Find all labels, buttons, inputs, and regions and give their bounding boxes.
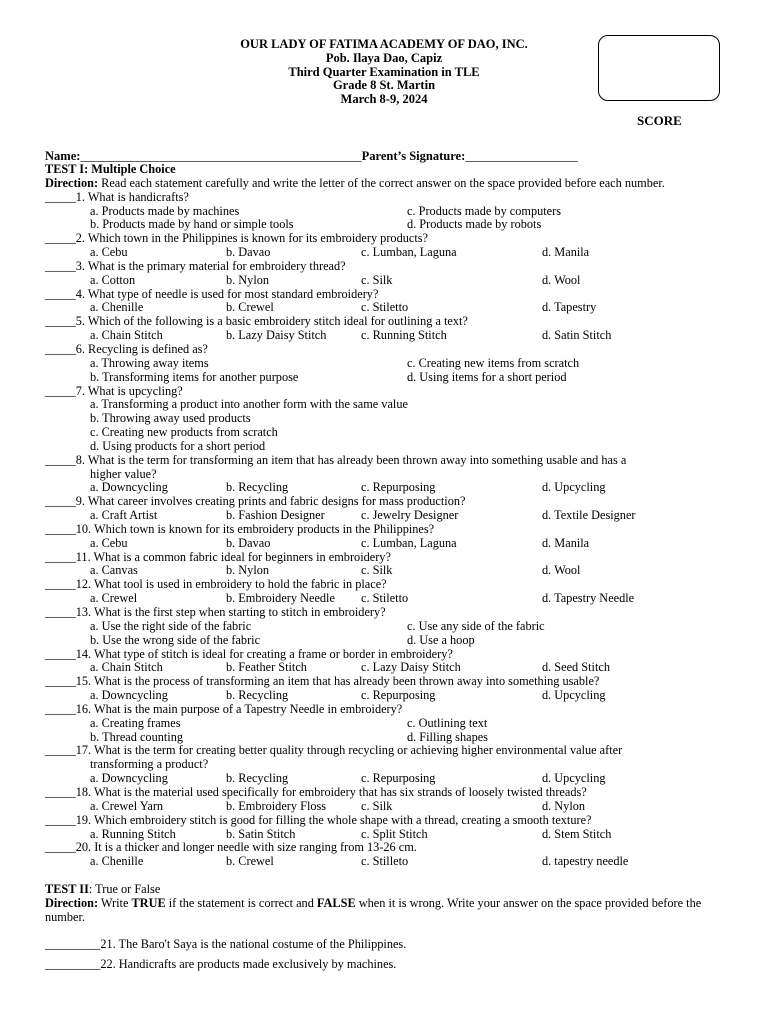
option-row <box>45 205 705 219</box>
option-row <box>45 800 705 814</box>
answer-option: b. Embroidery Needle <box>226 591 335 606</box>
answer-option: a. Crewel <box>90 591 138 606</box>
option-row <box>45 564 705 578</box>
option-row <box>45 855 705 869</box>
answer-option: d. Satin Stitch <box>542 328 612 343</box>
answer-option: a. Craft Artist <box>90 508 158 523</box>
option-row <box>45 371 705 385</box>
answer-option: b. Crewel <box>226 854 274 869</box>
answer-option: c. Silk <box>361 272 393 287</box>
answer-option: b. Feather Stitch <box>226 660 307 675</box>
option-row <box>45 772 705 786</box>
answer-option: c. Repurposing <box>361 688 436 703</box>
question-stem[interactable]: _____2. Which town in the Philippines is known for its embroidery products? <box>45 231 428 246</box>
option-row <box>45 828 705 842</box>
answer-option: b. Nylon <box>226 272 270 287</box>
answer-option: d. tapestry needle <box>542 854 629 869</box>
answer-option: a. Throwing away items <box>90 355 209 370</box>
option-row <box>45 481 705 495</box>
answer-option: a. Running Stitch <box>90 826 176 841</box>
question-stem[interactable]: _____12. What tool is used in embroidery to hold the fabric in place? <box>45 577 387 592</box>
answer-option: a. Cebu <box>90 245 128 260</box>
answer-option: b. Crewel <box>226 300 274 315</box>
option-row <box>45 509 705 523</box>
question-stem[interactable]: _____16. What is the main purpose of a Tapestry Needle in embroidery? <box>45 701 403 716</box>
answer-option: c. Split Stitch <box>361 826 428 841</box>
answer-option: c. Lumban, Laguna <box>361 245 457 260</box>
score-box[interactable] <box>598 35 720 101</box>
answer-option: d. Upcycling <box>542 480 606 495</box>
exam-content <box>45 163 705 972</box>
question-stem[interactable]: _____9. What career involves creating prints and fabric designs for mass production? <box>45 494 466 509</box>
option-row <box>45 689 705 703</box>
answer-option: d. Products made by robots <box>407 217 542 232</box>
answer-option: b. Fashion Designer <box>226 508 325 523</box>
answer-option: d. Use a hoop <box>407 632 475 647</box>
question-stem[interactable]: _____20. It is a thicker and longer needle with size ranging from 13-26 cm. <box>45 840 417 855</box>
answer-option: a. Chenille <box>90 854 144 869</box>
answer-option: a. Cebu <box>90 535 128 550</box>
option-row <box>45 274 705 288</box>
answer-option: c. Stilleto <box>361 854 409 869</box>
option-row <box>45 218 705 232</box>
answer-option: a. Transforming a product into another form with the same value <box>90 397 408 412</box>
answer-option: c. Jewelry Designer <box>361 508 459 523</box>
answer-option: c. Lazy Daisy Stitch <box>361 660 461 675</box>
question-stem[interactable]: _____11. What is a common fabric ideal for beginners in embroidery? <box>45 549 391 564</box>
answer-option: a. Cotton <box>90 272 136 287</box>
question-stem[interactable]: _____14. What type of stitch is ideal for creating a frame or border in embroidery? <box>45 646 453 661</box>
tf-item[interactable]: _________22. Handicrafts are products made exclusively by machines. <box>45 957 397 972</box>
answer-option: d. Using products for a short period <box>90 438 266 453</box>
option-row <box>45 620 705 634</box>
answer-option: c. Silk <box>361 798 393 813</box>
question-stem-continued: higher value? <box>90 466 157 481</box>
question-stem[interactable]: _____7. What is upcycling? <box>45 383 183 398</box>
question-stem[interactable]: _____3. What is the primary material for embroidery thread? <box>45 258 346 273</box>
option-row <box>45 717 705 731</box>
question-stem[interactable]: _____5. Which of the following is a basic embroidery stitch ideal for outlining a text? <box>45 314 468 329</box>
answer-option: a. Chain Stitch <box>90 660 163 675</box>
answer-option: d. Using items for a short period <box>407 369 567 384</box>
answer-option: d. Textile Designer <box>542 508 636 523</box>
answer-option: c. Stiletto <box>361 591 409 606</box>
question-stem[interactable]: _____1. What is handicrafts? <box>45 189 189 204</box>
question-stem[interactable]: _____17. What is the term for creating better quality through recycling or achieving higher environmental value after <box>45 743 623 758</box>
option-row <box>45 634 705 648</box>
answer-option: a. Canvas <box>90 563 138 578</box>
direction-label: Direction: <box>45 175 99 190</box>
question-stem[interactable]: _____19. Which embroidery stitch is good for filling the whole shape with a thread, creating a smooth texture? <box>45 812 592 827</box>
option-row <box>45 592 705 606</box>
answer-option: a. Use the right side of the fabric <box>90 618 252 633</box>
answer-option: b. Products made by hand or simple tools <box>90 217 294 232</box>
answer-option: d. Tapestry <box>542 300 597 315</box>
answer-option: a. Downcycling <box>90 688 168 703</box>
answer-option: d. Seed Stitch <box>542 660 610 675</box>
answer-option: d. Upcycling <box>542 688 606 703</box>
test2-direction: Direction: Write TRUE if the statement is correct and FALSE when it is wrong. Write your answer on the space provided before the number. <box>45 895 702 924</box>
answer-option: c. Creating new items from scratch <box>407 355 580 370</box>
option-row <box>45 357 705 371</box>
question-list <box>45 191 705 869</box>
answer-option: b. Recycling <box>226 688 289 703</box>
question-stem-continued: transforming a product? <box>90 757 209 772</box>
answer-option: c. Silk <box>361 563 393 578</box>
option-row <box>45 661 705 675</box>
test1-title: TEST I: Multiple Choice <box>45 162 176 176</box>
answer-option: d. Tapestry Needle <box>542 591 635 606</box>
question-stem[interactable]: _____18. What is the material used specifically for embroidery that has six strands of loosely twisted threads? <box>45 784 587 799</box>
question-stem[interactable]: _____15. What is the process of transforming an item that has already been thrown away into something usable? <box>45 674 600 689</box>
option-row <box>45 537 705 551</box>
answer-option: a. Crewel Yarn <box>90 798 164 813</box>
direction-text: Read each statement carefully and write the letter of the correct answer on the space provided before each number. <box>98 175 665 190</box>
answer-option: b. Nylon <box>226 563 270 578</box>
answer-option: b. Recycling <box>226 480 289 495</box>
answer-option: a. Creating frames <box>90 715 181 730</box>
answer-option: b. Recycling <box>226 771 289 786</box>
grade-section: Grade 8 St. Martin <box>332 78 436 93</box>
answer-option: c. Outlining text <box>407 715 488 730</box>
answer-option: d. Wool <box>542 563 581 578</box>
test1-direction <box>45 177 705 191</box>
answer-option: b. Throwing away used products <box>90 411 251 426</box>
answer-option: a. Chenille <box>90 300 144 315</box>
question-stem[interactable]: _____13. What is the first step when starting to stitch in embroidery? <box>45 605 386 619</box>
option-row <box>45 246 705 260</box>
school-name: OUR LADY OF FATIMA ACADEMY OF DAO, INC. <box>240 37 528 51</box>
answer-option: c. Lumban, Laguna <box>361 535 457 550</box>
answer-option: c. Repurposing <box>361 771 436 786</box>
answer-option: b. Use the wrong side of the fabric <box>90 632 261 647</box>
answer-option: d. Filling shapes <box>407 729 488 744</box>
answer-option: a. Products made by machines <box>90 203 240 218</box>
name-label: Name: <box>45 149 81 163</box>
answer-option: a. Downcycling <box>90 771 168 786</box>
answer-option: b. Davao <box>226 535 271 550</box>
signature-blank[interactable]: __________________ <box>465 149 578 163</box>
answer-option: b. Thread counting <box>90 729 184 744</box>
answer-option: c. Repurposing <box>361 480 436 495</box>
answer-option: c. Products made by computers <box>407 203 562 218</box>
answer-option: b. Transforming items for another purpose <box>90 369 299 384</box>
question-stem[interactable]: _____8. What is the term for transforming an item that has already been thrown away into something usable and has a <box>45 452 627 467</box>
exam-title: Third Quarter Examination in TLE <box>288 64 480 79</box>
answer-option: c. Running Stitch <box>361 328 447 343</box>
answer-option: d. Stem Stitch <box>542 826 612 841</box>
answer-option: b. Davao <box>226 245 271 260</box>
answer-option: b. Embroidery Floss <box>226 798 327 813</box>
test2-title: TEST II: True or False <box>45 882 161 897</box>
answer-option: d. Upcycling <box>542 771 606 786</box>
answer-option: b. Satin Stitch <box>226 826 296 841</box>
answer-option: c. Use any side of the fabric <box>407 618 545 633</box>
answer-option: c. Stiletto <box>361 300 409 315</box>
answer-option: a. Chain Stitch <box>90 328 163 343</box>
tf-item[interactable]: _________21. The Baro't Saya is the national costume of the Philippines. <box>45 936 407 951</box>
question-stem[interactable]: _____10. Which town is known for its embroidery products in the Philippines? <box>45 521 435 536</box>
signature-label: Parent’s Signature: <box>361 149 466 163</box>
answer-option: a. Downcycling <box>90 480 168 495</box>
exam-date: March 8-9, 2024 <box>340 92 428 107</box>
answer-option: b. Lazy Daisy Stitch <box>226 328 327 343</box>
score-label: SCORE <box>637 113 682 128</box>
school-address: Pob. Ilaya Dao, Capiz <box>325 50 443 65</box>
option-row <box>45 731 705 745</box>
option-row <box>45 329 705 343</box>
answer-option: d. Wool <box>542 272 581 287</box>
answer-option: d. Nylon <box>542 798 586 813</box>
answer-option: d. Manila <box>542 245 590 260</box>
answer-option: c. Creating new products from scratch <box>90 425 278 440</box>
question-stem[interactable]: _____6. Recycling is defined as? <box>45 341 208 356</box>
option-row <box>45 301 705 315</box>
answer-option: d. Manila <box>542 535 590 550</box>
question-stem[interactable]: _____4. What type of needle is used for most standard embroidery? <box>45 286 379 301</box>
name-blank[interactable]: _____________________________________________ <box>80 149 362 163</box>
